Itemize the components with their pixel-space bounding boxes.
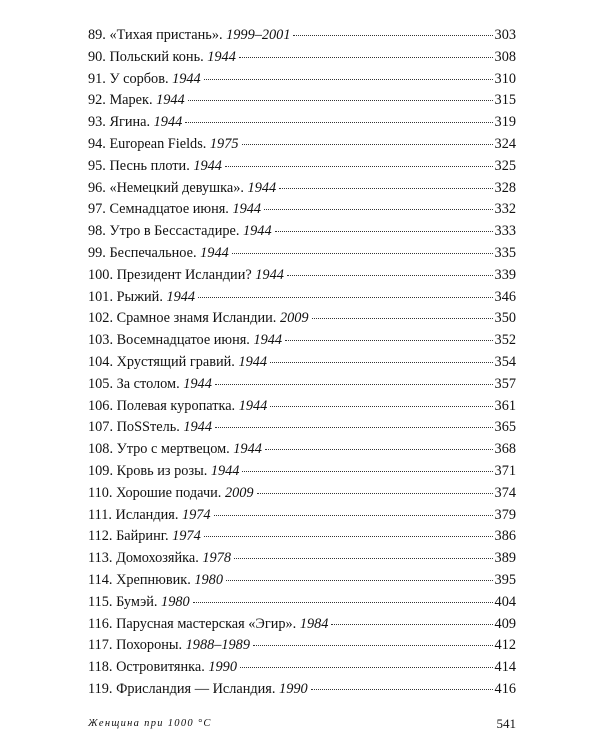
toc-entry-title (88, 396, 267, 418)
toc-entry-title (88, 90, 185, 112)
toc-entry-page: 365 (494, 419, 516, 436)
toc-entry-title (88, 47, 236, 69)
dot-leader (234, 558, 493, 559)
toc-entry-text: 106. Полевая куропатка. (88, 397, 239, 414)
toc-entry-text: 113. Домохозяйка. (88, 550, 203, 567)
toc-entry (88, 396, 516, 418)
dot-leader (193, 602, 493, 603)
toc-entry-page: 325 (494, 157, 516, 174)
toc-entry-text: 91. У сорбов. (88, 70, 173, 87)
toc-entry-page: 361 (494, 397, 516, 414)
toc-entry-page: 332 (494, 201, 516, 218)
toc-entry-year: 1944 (210, 462, 240, 479)
toc-entry-text: 116. Парусная мастерская «Эгир». (88, 615, 300, 632)
toc-entry-text: 102. Срамное знамя Исландии. (88, 310, 280, 327)
toc-entry (88, 570, 516, 592)
toc-entry-year: 1974 (172, 528, 201, 545)
toc-entry-title (88, 112, 182, 134)
dot-leader (253, 645, 493, 646)
table-of-contents (88, 25, 516, 701)
toc-entry-year: 1944 (253, 332, 283, 349)
toc-entry (88, 199, 516, 221)
dot-leader (198, 297, 492, 298)
dot-leader (226, 580, 493, 581)
toc-entry-title (88, 614, 328, 636)
toc-entry (88, 614, 516, 636)
toc-entry (88, 505, 516, 527)
toc-entry-year: 1944 (183, 419, 212, 436)
toc-entry-title (88, 635, 250, 657)
toc-entry-text: 101. Рыжий. (88, 288, 167, 305)
dot-leader (242, 144, 493, 145)
toc-entry-year: 2009 (224, 484, 254, 501)
toc-entry (88, 178, 516, 200)
toc-entry (88, 417, 516, 439)
dot-leader (225, 166, 493, 167)
toc-entry-page: 335 (494, 244, 516, 261)
toc-entry-title (88, 548, 231, 570)
toc-entry-title (88, 265, 284, 287)
toc-entry-page: 350 (494, 310, 516, 327)
toc-entry-page: 374 (494, 484, 516, 501)
toc-entry-page: 386 (494, 528, 516, 545)
toc-entry-year: 1990 (279, 680, 308, 697)
toc-entry-text: 110. Хорошие подачи. (88, 484, 225, 501)
toc-entry-title (88, 570, 223, 592)
toc-entry-text: 103. Восемнадцатое июня. (88, 332, 254, 349)
toc-entry-title (88, 308, 309, 330)
toc-entry-page: 409 (494, 615, 516, 632)
toc-entry-text: 109. Кровь из розы. (88, 462, 211, 479)
toc-entry-title (88, 221, 272, 243)
toc-entry-text: 119. Фрисландия — Исландия. (88, 680, 280, 697)
toc-entry-title (88, 526, 201, 548)
toc-entry-page: 389 (494, 550, 516, 567)
toc-entry-year: 1974 (181, 506, 211, 523)
toc-entry-title (88, 178, 276, 200)
toc-entry-page: 346 (494, 288, 516, 305)
toc-entry (88, 679, 516, 701)
toc-entry-text: 117. Похороны. (88, 637, 186, 654)
toc-entry-year: 1980 (161, 593, 190, 610)
dot-leader (311, 689, 493, 690)
toc-entry-page: 395 (494, 571, 516, 588)
toc-entry-title (88, 199, 261, 221)
toc-entry (88, 374, 516, 396)
toc-entry (88, 483, 516, 505)
toc-entry-year: 1944 (153, 114, 183, 131)
toc-entry-page: 404 (494, 593, 516, 610)
running-title: Женщина при 1000 °С (88, 718, 212, 729)
toc-entry-title (88, 505, 211, 527)
toc-entry-year: 1978 (202, 550, 231, 567)
toc-entry-year: 1944 (200, 244, 229, 261)
toc-entry-text: 94. European Fields. (88, 135, 210, 152)
toc-entry (88, 635, 516, 657)
toc-entry-page: 379 (494, 506, 516, 523)
dot-leader (188, 100, 493, 101)
toc-entry-title (88, 461, 239, 483)
toc-entry-title (88, 352, 267, 374)
toc-entry-text: 105. За столом. (88, 375, 184, 392)
toc-entry-year: 1944 (183, 375, 212, 392)
dot-leader (312, 318, 493, 319)
toc-entry-year: 1975 (209, 135, 239, 152)
toc-entry (88, 548, 516, 570)
toc-entry-year: 1944 (238, 353, 268, 370)
toc-entry (88, 265, 516, 287)
toc-entry-title (88, 439, 262, 461)
toc-entry-title (88, 592, 190, 614)
toc-entry-text: 112. Байринг. (88, 528, 173, 545)
dot-leader (293, 35, 492, 36)
dot-leader (215, 427, 493, 428)
toc-entry-text: 96. «Немецкий девушка». (88, 179, 248, 196)
toc-entry-title (88, 374, 212, 396)
dot-leader (204, 79, 493, 80)
toc-entry-page: 412 (494, 637, 516, 654)
page-number: 541 (496, 716, 516, 731)
toc-entry (88, 112, 516, 134)
toc-entry-page: 310 (494, 70, 516, 87)
toc-entry-text: 107. ПоSSтель. (88, 419, 184, 436)
toc-entry-year: 1944 (238, 397, 268, 414)
toc-entry (88, 69, 516, 91)
toc-entry-page: 339 (494, 266, 516, 283)
toc-entry (88, 592, 516, 614)
toc-entry-title (88, 69, 201, 91)
toc-entry-text: 108. Утро с мертвецом. (88, 441, 234, 458)
toc-entry-page: 308 (494, 48, 516, 65)
toc-entry-year: 1988–1989 (185, 637, 250, 654)
toc-entry-year: 1944 (232, 201, 262, 218)
toc-entry-year: 1944 (233, 441, 262, 458)
toc-entry-page: 303 (494, 27, 516, 43)
toc-entry-text: 114. Хрепнювик. (88, 571, 195, 588)
dot-leader (270, 362, 493, 363)
dot-leader (279, 188, 492, 189)
toc-entry-text: 93. Ягина. (88, 114, 154, 131)
toc-entry-title (88, 25, 290, 47)
dot-leader (242, 471, 492, 472)
toc-entry-page: 354 (494, 353, 516, 370)
toc-entry-year: 1944 (193, 157, 222, 174)
dot-leader (240, 667, 493, 668)
toc-entry-year: 1984 (299, 615, 329, 632)
toc-entry (88, 330, 516, 352)
toc-entry-title (88, 330, 282, 352)
toc-entry (88, 156, 516, 178)
dot-leader (257, 493, 493, 494)
toc-entry-year: 1944 (243, 223, 272, 240)
toc-entry-year: 1944 (172, 70, 201, 87)
toc-entry-text: 97. Семнадцатое июня. (88, 201, 233, 218)
toc-entry (88, 308, 516, 330)
toc-entry-title (88, 657, 237, 679)
toc-entry-year: 1944 (156, 92, 185, 109)
toc-entry-page: 368 (494, 441, 516, 458)
toc-entry (88, 657, 516, 679)
toc-entry-page: 352 (494, 332, 516, 349)
toc-entry (88, 47, 516, 69)
toc-entry-text: 118. Островитянка. (88, 659, 209, 676)
dot-leader (239, 57, 493, 58)
toc-entry (88, 352, 516, 374)
toc-entry-year: 2009 (279, 310, 309, 327)
toc-entry-text: 111. Исландия. (88, 506, 182, 523)
toc-entry-text: 98. Утро в Бессастадире. (88, 223, 243, 240)
toc-entry-page: 416 (494, 680, 516, 697)
toc-entry (88, 439, 516, 461)
toc-entry-text: 90. Польский конь. (88, 48, 208, 65)
toc-entry-title (88, 287, 195, 309)
toc-entry (88, 461, 516, 483)
toc-entry-page: 319 (494, 114, 516, 131)
toc-entry-page: 371 (494, 462, 516, 479)
toc-entry-page: 333 (494, 223, 516, 240)
toc-entry-text: 92. Марек. (88, 92, 157, 109)
toc-entry-text: 89. «Тихая пристань». (88, 27, 227, 43)
toc-entry (88, 221, 516, 243)
dot-leader (214, 515, 493, 516)
dot-leader (285, 340, 492, 341)
dot-leader (287, 275, 493, 276)
toc-entry (88, 287, 516, 309)
toc-entry-year: 1944 (247, 179, 277, 196)
dot-leader (270, 406, 492, 407)
dot-leader (264, 209, 492, 210)
toc-entry-year: 1990 (208, 659, 237, 676)
dot-leader (265, 449, 493, 450)
toc-entry (88, 25, 516, 47)
toc-entry-title (88, 679, 308, 701)
toc-entry-title (88, 156, 222, 178)
toc-entry-title (88, 243, 229, 265)
toc-entry-year: 1944 (166, 288, 196, 305)
toc-entry-title (88, 483, 254, 505)
toc-entry-title (88, 417, 212, 439)
toc-entry-page: 357 (494, 375, 516, 392)
toc-entry-year: 1944 (207, 48, 236, 65)
dot-leader (331, 624, 492, 625)
dot-leader (204, 536, 493, 537)
toc-entry-year: 1999–2001 (226, 27, 291, 43)
dot-leader (275, 231, 493, 232)
toc-entry-year: 1980 (194, 571, 223, 588)
toc-entry-page: 324 (494, 135, 516, 152)
toc-entry-text: 115. Бумэй. (88, 593, 162, 610)
toc-entry (88, 526, 516, 548)
dot-leader (232, 253, 493, 254)
toc-entry-text: 95. Песнь плоти. (88, 157, 194, 174)
toc-entry-text: 99. Беспечальное. (88, 244, 201, 261)
dot-leader (215, 384, 493, 385)
toc-entry (88, 243, 516, 265)
dot-leader (185, 122, 492, 123)
toc-entry (88, 90, 516, 112)
toc-entry-page: 414 (494, 659, 516, 676)
toc-entry-title (88, 134, 239, 156)
toc-entry-text: 104. Хрустящий гравий. (88, 353, 239, 370)
toc-entry-page: 328 (494, 179, 516, 196)
toc-entry-page: 315 (494, 92, 516, 109)
toc-entry (88, 134, 516, 156)
toc-entry-year: 1944 (255, 266, 284, 283)
toc-entry-text: 100. Президент Исландии? (88, 266, 256, 283)
